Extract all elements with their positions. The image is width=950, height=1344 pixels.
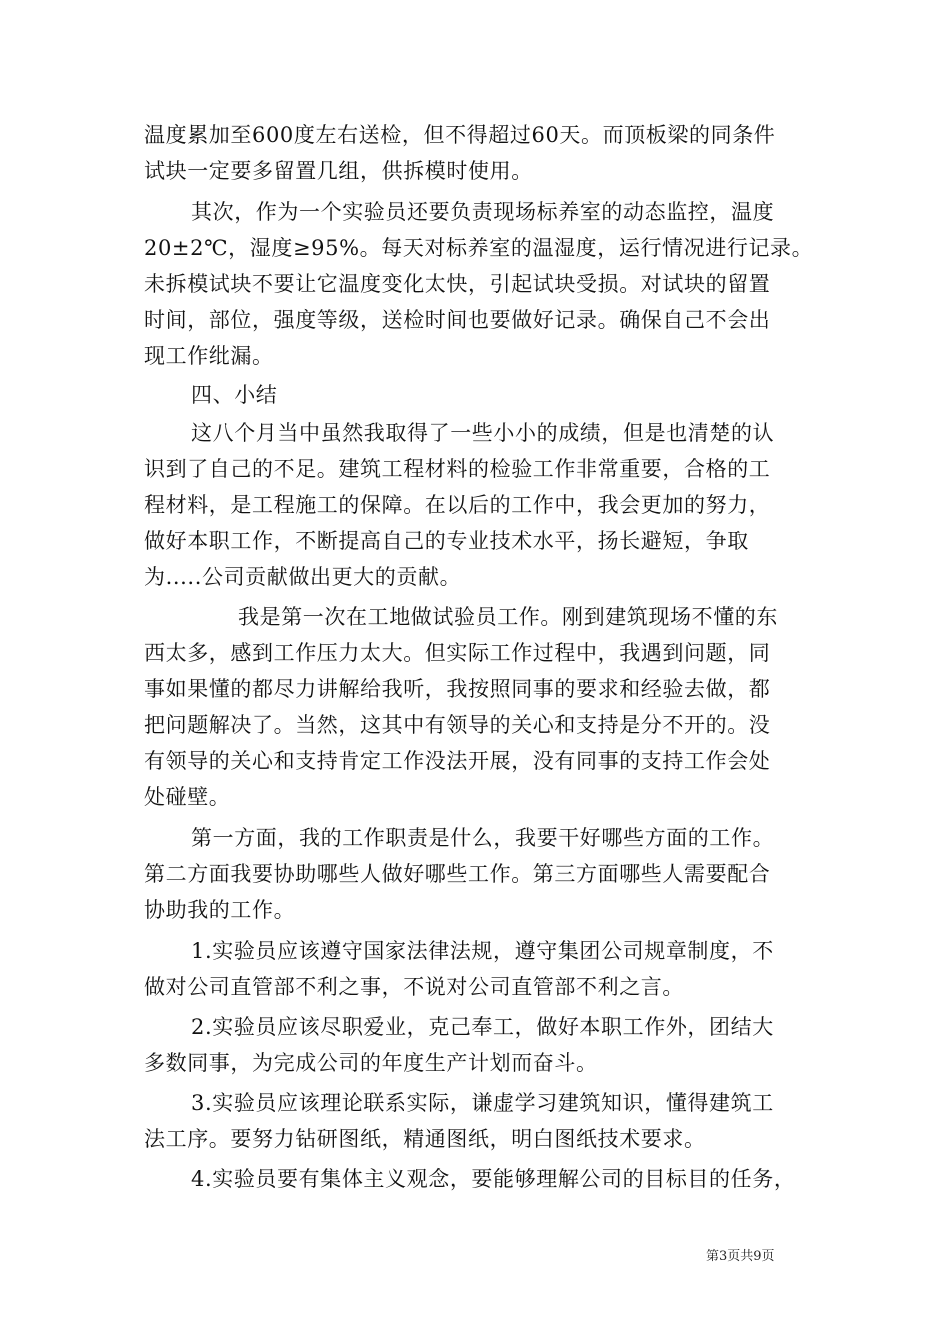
text-line: 识到了自己的不足。建筑工程材料的检验工作非常重要，合格的工 <box>144 457 771 481</box>
section-heading: 四、小结 <box>191 383 278 407</box>
text-line: 现工作纰漏。 <box>144 344 274 368</box>
list-item: 3.实验员应该理论联系实际，谦虚学习建筑知识，懂得建筑工 <box>191 1091 774 1115</box>
text-line: 其次，作为一个实验员还要负责现场标养室的动态监控，温度 <box>191 200 775 224</box>
text-line: 事如果懂的都尽力讲解给我听，我按照同事的要求和经验去做，都 <box>144 677 771 701</box>
text-line: 做好本职工作，不断提高自己的专业技术水平，扬长避短，争取 <box>144 529 749 553</box>
text-line: 有领导的关心和支持肯定工作没法开展，没有同事的支持工作会处 <box>144 749 771 773</box>
text-line: 第一方面，我的工作职责是什么，我要干好哪些方面的工作。 <box>191 826 775 850</box>
text-line: 协助我的工作。 <box>144 898 296 922</box>
text-line: 为.....公司贡献做出更大的贡献。 <box>144 565 462 589</box>
text-line: 我是第一次在工地做试验员工作。刚到建筑现场不懂的东 <box>238 605 778 629</box>
text-line: 法工序。要努力钻研图纸，精通图纸，明白图纸技术要求。 <box>144 1127 706 1151</box>
text-line: 这八个月当中虽然我取得了一些小小的成绩，但是也清楚的认 <box>191 421 775 445</box>
text-line: 试块一定要多留置几组，供拆模时使用。 <box>144 159 533 183</box>
text-line: 多数同事，为完成公司的年度生产计划而奋斗。 <box>144 1051 598 1075</box>
text-line: 做对公司直管部不利之事，不说对公司直管部不利之言。 <box>144 975 684 999</box>
text-line: 第二方面我要协助哪些人做好哪些工作。第三方面哪些人需要配合 <box>144 862 771 886</box>
text-line: 时间，部位，强度等级，送检时间也要做好记录。确保自己不会出 <box>144 308 771 332</box>
list-item: 4.实验员要有集体主义观念，要能够理解公司的目标目的任务， <box>191 1167 796 1191</box>
text-line: 温度累加至600度左右送检，但不得超过60天。而顶板梁的同条件 <box>144 123 776 147</box>
list-item: 2.实验员应该尽职爱业，克己奉工，做好本职工作外，团结大 <box>191 1015 774 1039</box>
page-number: 第3页共9页 <box>706 1249 775 1264</box>
text-line: 处碰壁。 <box>144 785 231 809</box>
text-line: 程材料，是工程施工的保障。在以后的工作中，我会更加的努力， <box>144 493 771 517</box>
list-item: 1.实验员应该遵守国家法律法规，遵守集团公司规章制度，不 <box>191 939 774 963</box>
text-line: 20±2℃，湿度≥95%。每天对标养室的温湿度，运行情况进行记录。 <box>144 236 814 260</box>
text-line: 未拆模试块不要让它温度变化太快，引起试块受损。对试块的留置 <box>144 272 771 296</box>
text-line: 把问题解决了。当然，这其中有领导的关心和支持是分不开的。没 <box>144 713 771 737</box>
text-line: 西太多，感到工作压力太大。但实际工作过程中，我遇到问题，同 <box>144 641 771 665</box>
